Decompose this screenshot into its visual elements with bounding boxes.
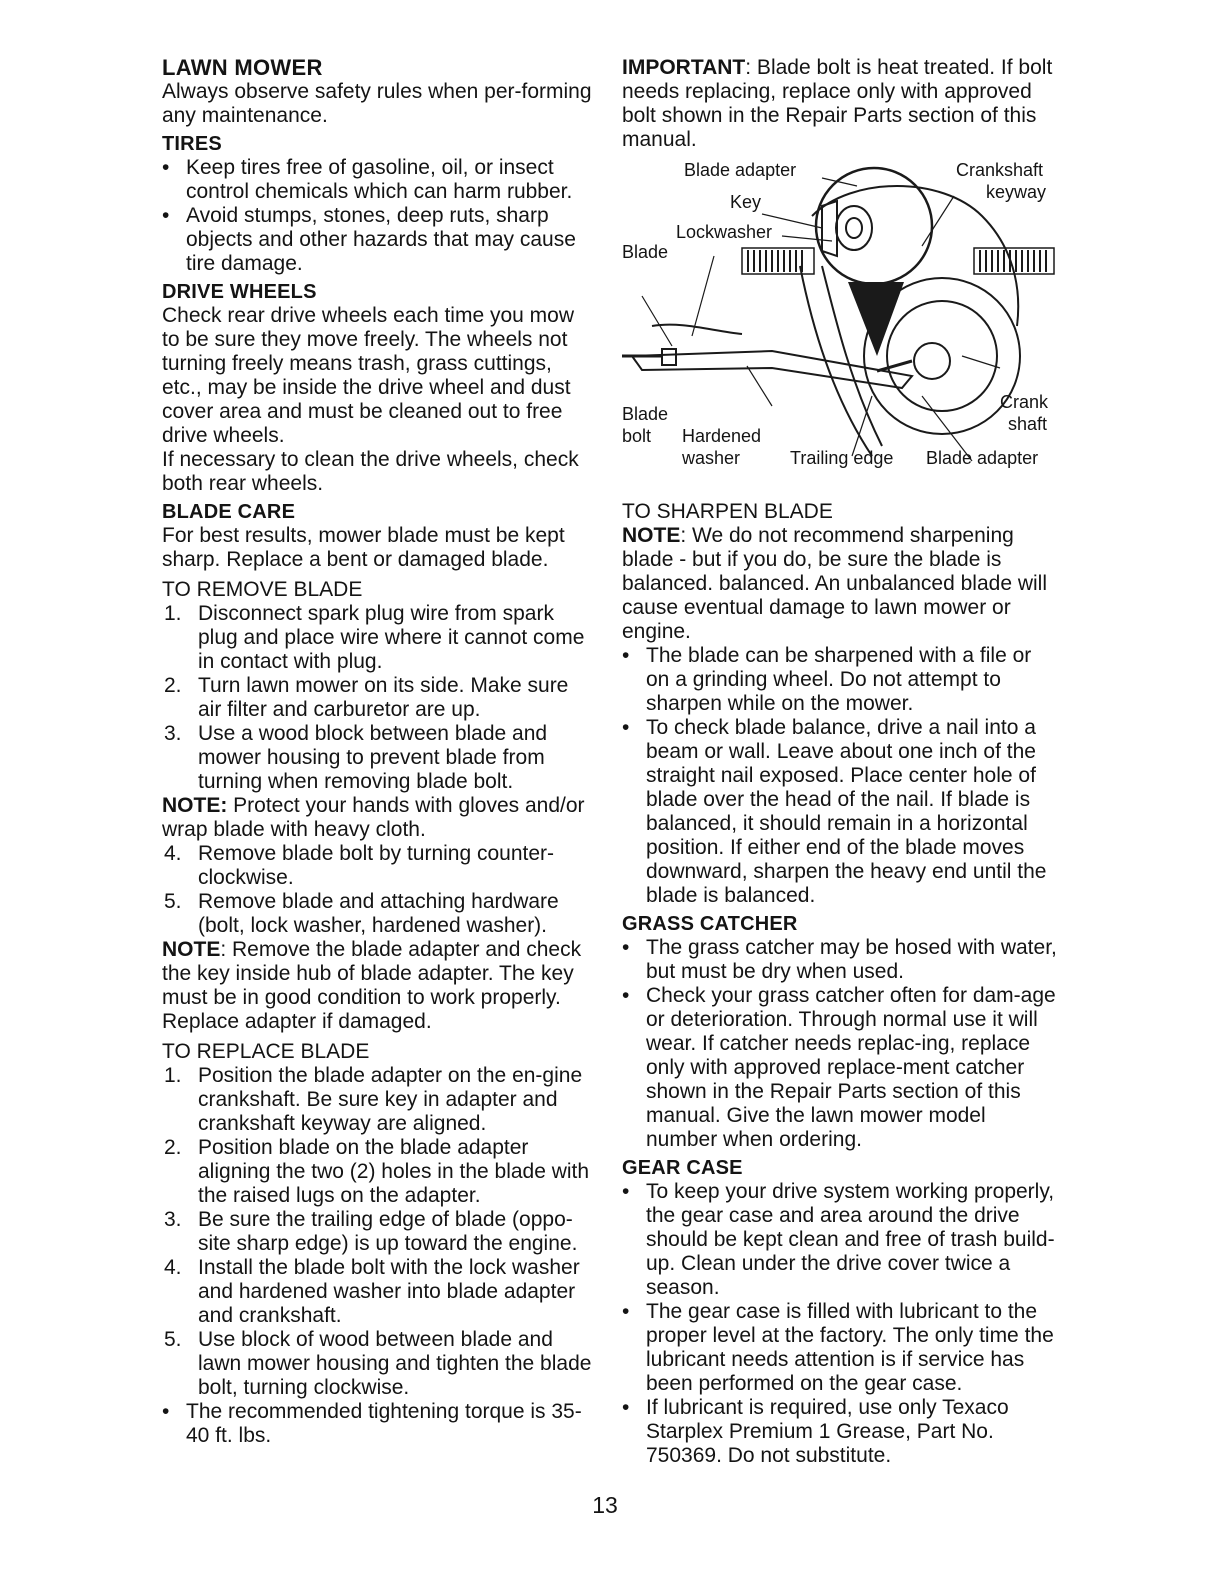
heading-tires: TIRES — [162, 133, 222, 155]
list-item: 3. Be sure the trailing edge of blade (oppo-site sharp edge) is up toward the engine. — [164, 1208, 578, 1255]
drive-wheels-text-2: If necessary to clean the drive wheels, check both rear wheels. — [162, 448, 579, 495]
heading-replace-blade: TO REPLACE BLADE — [162, 1040, 370, 1063]
heading-grass-catcher: GRASS CATCHER — [622, 913, 798, 935]
drive-wheels-text: Check rear drive wheels each time you mow to be sure they move freely. The wheels not turning freely means trash, grass cuttings, etc., may be inside the drive wheel and dust cover area and must be cleaned out to free drive wheels. — [162, 304, 575, 447]
list-item: • Keep tires free of gasoline, oil, or insect control chemicals which can harm rubber. — [162, 156, 573, 203]
label-blade-bolt-1: Blade — [622, 404, 669, 424]
label-crankshaft: Crankshaft — [956, 160, 1044, 180]
note-adapter: NOTE: Remove the blade adapter and check the key inside hub of blade adapter. The key must be in good condition to work properly. Replace adapter if damaged. — [162, 938, 582, 1033]
list-item: • Avoid stumps, stones, deep ruts, sharp objects and other hazards that may cause tire damage. — [162, 204, 576, 275]
label-keyway: keyway — [986, 182, 1047, 202]
list-item: • The blade can be sharpened with a file or on a grinding wheel. Do not attempt to sharpen while on the mower. — [622, 644, 1032, 715]
remove-steps-2 — [162, 842, 594, 938]
label-key: Key — [730, 192, 762, 212]
list-item: • To check blade balance, drive a nail into a beam or wall. Leave about one inch of the straight nail exposed. Place center hole of blade over the head of the nail. If blade is balanced, it should remain in a horizontal position. If either end of the blade moves downward, sharpen the heavy end until the blade is balanced. — [622, 716, 1047, 907]
right-column — [622, 56, 1058, 1468]
section-title-lawn-mower: LAWN MOWER — [162, 55, 323, 80]
list-item: 5. Remove blade and attaching hardware (bolt, lock washer, hardened washer). — [164, 890, 559, 937]
label-blade-bolt-2: bolt — [622, 426, 652, 446]
list-item: • To keep your drive system working properly, the gear case and area around the drive should be kept clean and free of trash build-up. Clean under the drive cover twice a season. — [622, 1180, 1055, 1299]
note-gloves: NOTE: Protect your hands with gloves and/or wrap blade with heavy cloth. — [162, 794, 585, 841]
list-item: 4. Install the blade bolt with the lock washer and hardened washer into blade adapter and crankshaft. — [164, 1256, 580, 1327]
left-column — [162, 56, 594, 1448]
page-number: 13 — [592, 1492, 618, 1518]
list-item: 1. Position the blade adapter on the en-gine crankshaft. Be sure key in adapter and crankshaft keyway are aligned. — [164, 1064, 583, 1135]
list-item: • The grass catcher may be hosed with water, but must be dry when used. — [622, 936, 1057, 983]
label-blade-adapter-top: Blade adapter — [684, 160, 797, 180]
grass-catcher-list — [622, 936, 1058, 1152]
label-blade: Blade — [622, 242, 669, 262]
blade-care-text: For best results, mower blade must be kept sharp. Replace a bent or damaged blade. — [162, 524, 565, 571]
replace-steps — [162, 1064, 594, 1400]
heading-drive-wheels: DRIVE WHEELS — [162, 281, 317, 303]
list-item: • The gear case is filled with lubricant to the proper level at the factory. The only time the lubricant needs attention is if service has been performed on the gear case. — [622, 1300, 1054, 1395]
sharpen-list — [622, 644, 1058, 908]
label-shaft: shaft — [1008, 414, 1048, 434]
list-item: 3. Use a wood block between blade and mower housing to prevent blade from turning when removing blade bolt. — [164, 722, 548, 793]
heading-gear-case: GEAR CASE — [622, 1157, 743, 1179]
note-sharpen: NOTE: We do not recommend sharpening blade - but if you do, be sure the blade is balanced. balanced. An unbalanced blade will cause eventual damage to lawn mower or engine. — [622, 524, 1047, 643]
list-item: 2. Turn lawn mower on its side. Make sure air filter and carburetor are up. — [164, 674, 569, 721]
label-hardened: Hardened — [682, 426, 762, 446]
label-lockwasher: Lockwasher — [676, 222, 773, 242]
list-item: 4. Remove blade bolt by turning counter-clockwise. — [164, 842, 555, 889]
important-note: IMPORTANT: Blade bolt is heat treated. If bolt needs replacing, replace only with approved bolt shown in the Repair Parts section of this manual. — [622, 56, 1053, 151]
heading-sharpen-blade: TO SHARPEN BLADE — [622, 500, 833, 523]
label-washer: washer — [682, 448, 741, 468]
list-item: • The recommended tightening torque is 35-40 ft. lbs. — [162, 1400, 582, 1447]
heading-remove-blade: TO REMOVE BLADE — [162, 578, 363, 601]
label-crank: Crank — [1000, 392, 1049, 412]
remove-steps — [162, 602, 594, 794]
list-item: 5. Use block of wood between blade and lawn mower housing and tighten the blade bolt, turning clockwise. — [164, 1328, 592, 1399]
blade-assembly-diagram — [622, 156, 1058, 494]
list-item: • If lubricant is required, use only Texaco Starplex Premium 1 Grease, Part No. 750369. Do not substitute. — [622, 1396, 1009, 1467]
label-trailing-edge: Trailing edge — [790, 448, 894, 468]
list-item: • Check your grass catcher often for dam-age or deterioration. Through normal use it will wear. If catcher needs replac-ing, replace only with approved replace-ment catcher shown in the Repair Parts section of this manual. Give the lawn mower model number when ordering. — [622, 984, 1056, 1151]
heading-blade-care: BLADE CARE — [162, 501, 296, 523]
list-item: 2. Position blade on the blade adapter aligning the two (2) holes in the blade with the raised lugs on the adapter. — [164, 1136, 590, 1207]
label-blade-adapter-bottom: Blade adapter — [926, 448, 1039, 468]
tires-list — [162, 156, 594, 276]
torque-list — [162, 1400, 594, 1448]
list-item: 1. Disconnect spark plug wire from spark plug and place wire where it cannot come in contact with plug. — [164, 602, 585, 673]
intro-text: Always observe safety rules when per-forming any maintenance. — [162, 80, 592, 127]
gear-case-list — [622, 1180, 1058, 1468]
